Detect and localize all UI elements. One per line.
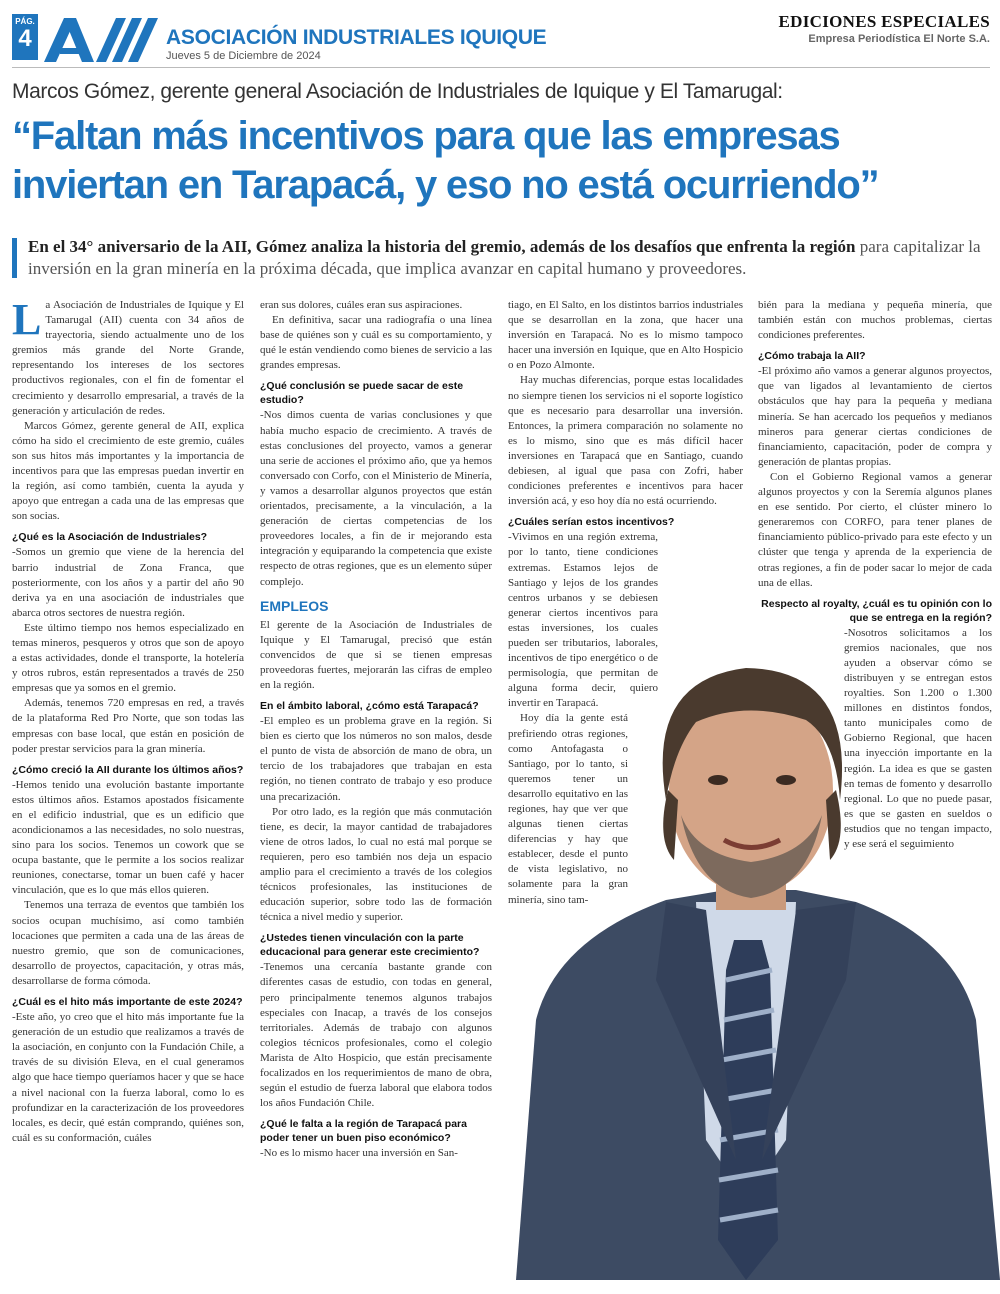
interview-question: ¿Cómo trabaja la AII?	[758, 350, 866, 363]
page-number: 4	[18, 25, 32, 52]
interview-question: Respecto al royalty, ¿cuál es tu opinión con lo que se entrega en la región?	[761, 597, 992, 624]
article-deck	[28, 236, 993, 280]
article-kicker: Marcos Gómez, gerente general Asociación de Industriales de Iquique y El Tamarugal:	[12, 80, 783, 103]
interview-question: ¿Ustedes tienen vinculación con la parte educacional para generar este crecimiento?	[260, 932, 480, 959]
paragraph: -Hemos tenido una evolución bastante importante estos últimos años. Estamos apostados físicamente en el edificio industrial, que es un edificio que acondicionamos a las necesidades, no solo nuestras, sino para los socios. Tenemos un cowork que se ocupa bastante, que le permite a los socios realizar reuniones, conectarse, tomar un buen café y hacer vinculación, que es lo que más ellos quieren.	[12, 778, 244, 897]
paragraph: tiago, en El Salto, en los distintos barrios industriales que se desarrollan en la zona, que hacer una inversión en Tarapacá. No es lo mismo tampoco hacer una inversión en Iquique, que en Alto Hospicio o en Pozo Almonte.	[508, 299, 743, 372]
interview-question: ¿Qué conclusión se puede sacar de este estudio?	[260, 380, 464, 407]
article-column-1	[12, 295, 244, 1146]
paragraph: El gerente de la Asociación de Industriales de Iquique y El Tamarugal, precisó que están convencidos de que si se tienen empresas proveedoras fuertes, mejorarán las cifras de empleo en la región.	[260, 618, 492, 691]
paragraph: Marcos Gómez, gerente general de AII, explica cómo ha sido el crecimiento de este gremio, cuáles son sus hitos más importantes y la importancia de incentivos para que las empresas puedan invertir en la región, así como también, cuenta la ayuda y apoyo que entregan a cada una de las empresas que son socias.	[12, 419, 244, 523]
interview-question: ¿Cuál es el hito más importante de este 2024?	[12, 996, 243, 1009]
association-name: ASOCIACIÓN INDUSTRIALES IQUIQUE	[166, 26, 547, 49]
paragraph: bién para la mediana y pequeña minería, que también están con muchos problemas, ciertas condiciones preferentes.	[758, 299, 992, 342]
interview-question: ¿Qué le falta a la región de Tarapacá para poder tener un buen piso económico?	[260, 1118, 467, 1145]
paragraph: Con el Gobierno Regional vamos a generar algunos proyectos y con la Seremía algunos planes en ese sentido. Por cierto, el clúster minero lo generaremos con CORFO, para tener planes de financiamiento público-privado para este efecto y un clúster que tenga y aprenda de la experiencia de otras regiones, a fin de poder sacar lo mejor de cada una de ellas.	[758, 470, 992, 589]
drop-cap: L	[12, 295, 42, 344]
paragraph: Este último tiempo nos hemos especializado en temas mineros, pesqueros y otros que son de apoyo a estas actividades, donde el transporte, la hotelería y otros rubros, están representados a través de 250 empresas que ya somos en el gremio.	[12, 621, 244, 695]
section-subhead: EMPLEOS	[260, 597, 329, 614]
paragraph: -Vivimos en una región extrema, por lo tanto, tiene condiciones extremas. Estamos lejos de Santiago y lejos de los grandes centros urbanos y se debiesen generar ciertos incentivos para estas inversiones, los cuales pueden ser tributarios, laborales, incentivos de tipo energético o de permisología, que permitan de alguna forma decir, quiero invertir en Tarapacá.	[508, 531, 658, 710]
paragraph: -Nos dimos cuenta de varias conclusiones y que había mucho espacio de crecimiento. A través de estas conclusiones del proyecto, vamos a generar una serie de acciones el próximo año, que ya hemos conversado con Corfo, con el Ministerio de Minería, y vamos a desarrollar algunos proyectos que están orientados, precisamente, a la vinculación, a la generación de ciertas competencias de los proveedores locales, a fin de ir mejorando esta integración y equiparando la competencia que existe respecto de otras regiones, que es un elemento súper complejo.	[260, 409, 492, 588]
paragraph: Tenemos una terraza de eventos que también los socios ocupan muchísimo, así como también locaciones que permiten a cada una de las áreas de nuestro gremio, que son de comunicaciones, desarrollo de proyectos, capacitación, y otras más, desarrollarse de forma cómoda.	[12, 899, 244, 987]
article-column-2	[260, 298, 492, 1161]
paragraph: Además, tenemos 720 empresas en red, a través de la plataforma Red Pro Norte, que son todas las empresas con base local, que están en posición de poder prestar servicios para la gran minería.	[12, 697, 244, 755]
paragraph: -Este año, yo creo que el hito más importante fue la generación de un estudio que realizamos a través de la asociación, en conjunto con la Fundación Chile, a través de su división Eleva, en el cual generamos algo que hace tiempo queríamos hacer y que se hace a nivel nacional con la fuerza laboral, como lo es profundizar en la caracterización de los proveedores locales, es decir, qué están comprando, quiénes son, cuál es su conformación, cuáles	[12, 1011, 244, 1144]
publisher-name: Empresa Periodística El Norte S.A.	[808, 33, 990, 45]
paragraph: Hay muchas diferencias, porque estas localidades no siempre tienen los servicios ni el soporte logístico que es necesario para desarrollar una inversión. Entonces, la primera comparación no solamente no es lo mismo, sino que es más difícil hacer inversiones en Tarapacá que en Santiago, cuando debiesen, al igual que pasa con Zofri, haber condiciones preferentes e incentivos para hacer inversión acá, y eso hoy día no está ocurriendo.	[508, 374, 743, 508]
interview-question: En el ámbito laboral, ¿cómo está Tarapacá?	[260, 700, 479, 713]
interview-question: ¿Cuáles serían estos incentivos?	[508, 516, 675, 529]
aii-logo-icon	[42, 14, 160, 64]
paragraph: En definitiva, sacar una radiografía o una línea base de quiénes son y cuál es su comportamiento, y qué le están vendiendo como bienes de servicio a las grandes empresas.	[260, 314, 492, 372]
paragraph: -Somos un gremio que viene de la herencia del barrio industrial de Zona Franca, que posteriormente, con los años y a partir del año 90 deriva ya en una asociación de industriales que abarca otros sectores de nuestra región.	[12, 546, 244, 619]
issue-date: Jueves 5 de Diciembre de 2024	[166, 50, 321, 62]
deck-bold-text: En el 34° aniversario de la AII, Gómez analiza la historia del gremio, además de los desafíos que enfrenta la región	[28, 237, 856, 256]
paragraph: -No es lo mismo hacer una inversión en San-	[260, 1147, 458, 1160]
paragraph: Por otro lado, es la región que más conmutación tiene, es decir, la mayor cantidad de trabajadores viene de otros lados, lo cual no está mal porque se requieren, pero eso también nos deja un espacio amplio para el crecimiento a través de los colegios técnicos profesionales, las instituciones de educación superior, sobre todo las de formación técnica a nivel medio y superior.	[260, 805, 492, 924]
page-number-box	[12, 14, 38, 60]
paragraph: -El empleo es un problema grave en la región. Si bien es cierto que los números no son malos, desde el punto de vista de absorción de mano de obra, un tercio de los trabajadores que trabajan en esta región, no tienen contrato de trabajo y eso produce una precarización.	[260, 715, 492, 803]
paragraph: -Tenemos una cercanía bastante grande con diferentes casas de estudio, con todas en general, pero principalmente tenemos algunos trabajos especiales con Inacap, a través de los consejos territoriales. Además de trabajo con algunos colegios técnicos profesionales, como el colegio Marista de Alto Hospicio, que están precisamente focalizados en los requerimientos de mano de obra, según el estudio de fuerza laboral que elabora todos los años Fundación Chile.	[260, 961, 492, 1110]
paragraph: a Asociación de Industriales de Iquique y El Tamarugal (AII) cuenta con 34 años de trayectoria, siendo actualmente uno de los gremios más grande del Norte Grande, representando los intereses de los sectores productivos regionales, con el fin de fomentar el crecimiento y desarrollo empresarial, a través de la generación y articulación de redes.	[12, 299, 244, 417]
paragraph: -Nosotros solicitamos a los gremios nacionales, que nos ayuden a observar cómo se distribuyen y se entregan estos royalties. Son 1.200 o 1.300 millones en distintos fondos, tanto municipales como de Gobierno Regional, que hacen una inyección importante en la región. La idea es que se gasten en temas de fomento y desarrollo regional. Lo que no puede pasar, es que se gasten en sueldos o estudios que no tengan impacto, y ese será el seguimiento	[844, 626, 992, 850]
portrait-photo	[496, 640, 1000, 1280]
interview-question: ¿Qué es la Asociación de Industriales?	[12, 531, 208, 544]
section-name: EDICIONES ESPECIALES	[778, 12, 990, 31]
deck-rest-text: para capitalizar la inversión en la gran minería en la próxima década, que implica avanzar en capital humano y proveedores.	[28, 237, 981, 278]
paragraph: -El próximo año vamos a generar algunos proyectos, que van ligados al levantamiento de ciertos obstáculos que hay para la pequeña y mediana minería. Se han acercado los pequeños y medianos mineros para generar ciertas condiciones de financiamiento, capacitación, poder de compra y generación de plantas propias.	[758, 365, 992, 468]
header-divider	[12, 67, 990, 68]
article-headline: “Faltan más incentivos para que las empresas inviertan en Tarapacá, y eso no está ocurriendo”	[12, 114, 879, 207]
deck-accent-bar	[12, 238, 17, 278]
paragraph: eran sus dolores, cuáles eran sus aspiraciones.	[260, 299, 463, 311]
paragraph: Hoy día la gente está prefiriendo otras regiones, como Antofagasta o Santiago, por lo tanto, si queremos tener un desarrollo equitativo en las regiones, hay que ver que algunas tienen ciertas diferencias y hay que establecer, desde el punto de vista legislativo, no solamente para la gran minería, sino tam-	[508, 712, 628, 906]
interview-question: ¿Cómo creció la AII durante los últimos años?	[12, 763, 244, 776]
page-label: PÁG.	[15, 17, 35, 26]
